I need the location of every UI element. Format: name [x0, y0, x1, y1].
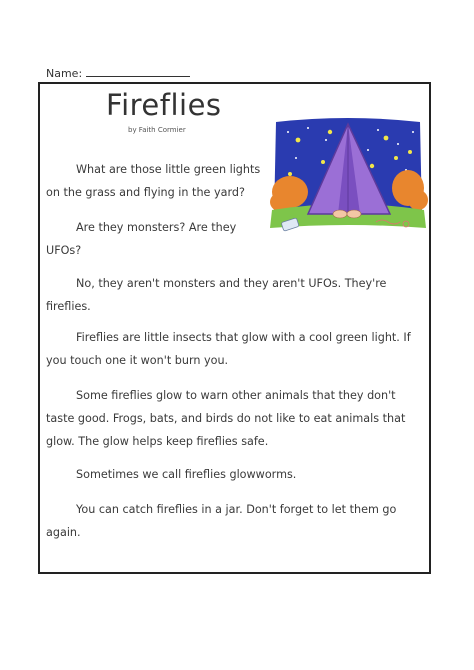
paragraph-6: Sometimes we call fireflies glowworms. [76, 468, 297, 481]
paragraph-7: You can catch fireflies in a jar. Don't forget to let them go again. [46, 503, 397, 539]
name-label: Name: [46, 67, 83, 80]
page-title: Fireflies [106, 88, 222, 122]
paragraph-1: What are those little green lights on the grass and flying in the yard? [46, 163, 261, 199]
paragraph-3: No, they aren't monsters and they aren't UFOs. They're fireflies. [46, 277, 387, 313]
paragraph-5: Some fireflies glow to warn other animals that they don't taste good. Frogs, bats, and birds do not like to eat animals that glow. The glow helps keep fireflies safe. [46, 389, 406, 448]
author-byline: by Faith Cormier [128, 126, 186, 134]
paragraph-2: Are they monsters? Are they UFOs? [46, 221, 237, 257]
camping-tent-illustration [268, 110, 428, 245]
name-blank-line[interactable] [86, 66, 190, 77]
name-field [46, 66, 190, 80]
paragraph-4: Fireflies are little insects that glow with a cool green light. If you touch one it won't burn you. [46, 331, 411, 367]
